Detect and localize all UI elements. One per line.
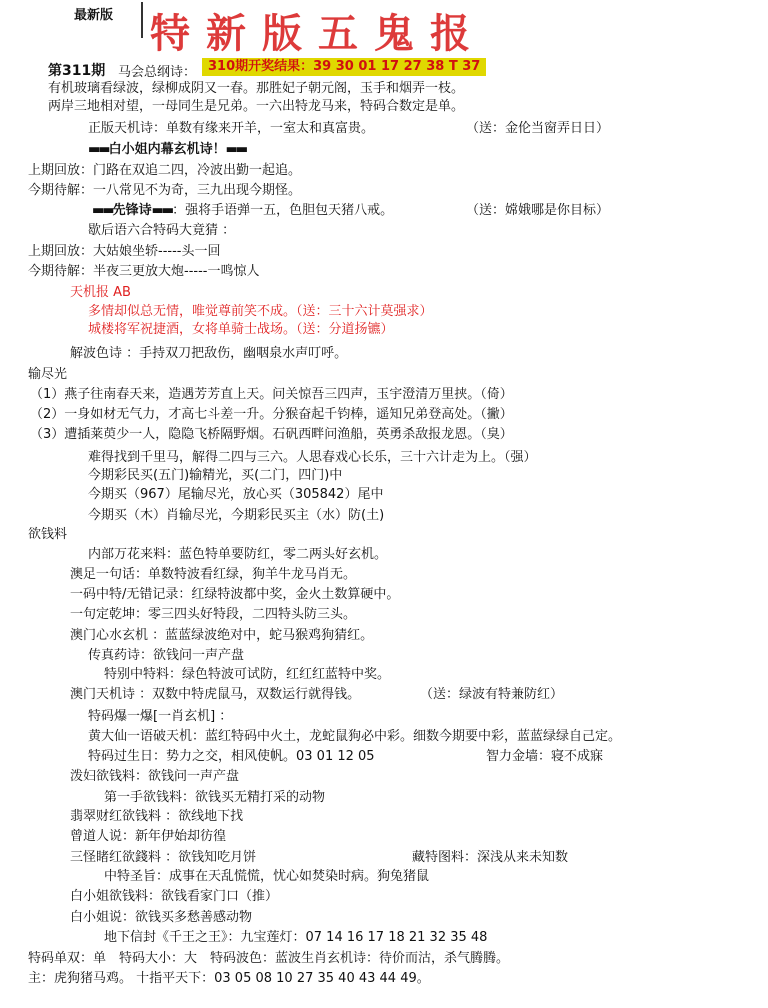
riddle-item: （3）遭插莱萸少一人，隐隐飞桥隔野烟。石矾西畔问渔船，英勇杀敌报龙恩。（臭） — [30, 427, 513, 442]
horse-poem-label: 马会总纲诗： — [118, 65, 197, 80]
clue-line: 翡翠财红欲钱料 ：欲线地下找 — [70, 809, 244, 824]
macau-tianji-note: （送：绿波有特兼防红） — [420, 687, 564, 702]
clue-line: 地下信封《千王之王》：九宝莲灯：07 14 16 17 18 21 32 35 48 — [104, 930, 488, 945]
clue-line: 特码爆一爆[一肖玄机] ： — [88, 709, 233, 724]
footer-line: 特码单双：单 特码大小：大 特码波色：蓝波生肖玄机诗：待价而沽，杀气腾腾。 — [28, 951, 510, 966]
clue-line: 黄大仙一语破天机：蓝红特码中火土，龙蛇鼠狗必中彩。细数今期要中彩，蓝蓝绿绿自己定。 — [88, 729, 622, 744]
clue-line: 第一手欲钱料：欲钱买无精打采的动物 — [104, 790, 326, 805]
riddle-item: （2）一身如材无气力，才高七斗差一升。分猴奋起千钧棒，遥知兄弟登高处。（撇） — [30, 407, 513, 422]
vanguard-line: ▬▬先锋诗▬▬：强将手语弹一五，色胆包天猪八戒。 — [92, 203, 394, 218]
tianji-ab-title: 天机报 AB — [70, 285, 131, 300]
edition-label: 最新版 — [74, 8, 114, 23]
jiebo-poem: 解波色诗 ：手持双刀把敌伤，幽咽泉水声叮呼。 — [70, 346, 348, 361]
current-wait: 今期待解：半夜三更放大炮-----一鸣惊人 — [28, 264, 260, 279]
issue-number: 第311期 — [48, 63, 106, 79]
riddle-line: 难得找到千里马，解得二四与三六。人思春戏心长乐，三十六计走为上。（强） — [88, 450, 537, 465]
tianji-line — [88, 120, 374, 138]
clue-line: 一句定乾坤：零三四头好特段，二四特头防三头。 — [70, 607, 357, 622]
result-banner: 310期开奖结果：39 30 01 17 27 38 T 37 — [202, 58, 486, 76]
tianji-note: （送：金伦当窗弄日日） — [466, 121, 610, 136]
birth-right: 智力金墙：寝不成寐 — [486, 749, 604, 764]
clue-line: 传真药诗：欲钱问一声产盘 — [88, 648, 245, 663]
footer-line: 主：虎狗猪马鸡。 十指平天下：03 05 08 10 27 35 40 43 44 49。 — [28, 971, 430, 986]
xiaojie-title: 白小姐内幕玄机诗！ — [108, 142, 226, 157]
horse-poem-line: 两岸三地相对望，一母同生是兄弟。一六出特龙马来，特码合数定是单。 — [48, 99, 465, 114]
riddle-item: （1）燕子往南春天来，造遇芳芳直上天。问关惊吾三四声，玉宇澄清万里挟。（倚） — [30, 387, 513, 402]
tianji-text: 单数有缘来开羊，一室太和真富贵。 — [166, 121, 375, 136]
previous-review: 上期回放：大姑娘坐轿-----头一回 — [28, 244, 221, 259]
vanguard-label: 先锋诗 — [112, 203, 152, 218]
clue-line: 澳门心水玄机 ：蓝蓝绿波绝对中，蛇马猴鸡狗猜红。 — [70, 628, 374, 643]
tianji-ab-line: 多情却似总无情，唯觉尊前笑不成。（送：三十六计莫强求） — [88, 304, 433, 319]
sanguai-right: 藏特图料：深浅从来未知数 — [412, 850, 569, 865]
clue-line: 中特圣旨：成事在天乱慌慌，忧心如焚染时病。狗兔猪鼠 — [104, 869, 430, 884]
clue-line: 澳足一句话：单数特波看红绿，狗羊牛龙马肖无。 — [70, 567, 357, 582]
xiehouyu-title: 歇后语六合特码大竟猜 ： — [88, 223, 236, 238]
birth-line: 特码过生日：势力之交，相风使帆。03 01 12 05 — [88, 749, 375, 764]
clue-line: 曾道人说：新年伊始却彷徨 — [70, 829, 227, 844]
page-title: 特新版五鬼报 — [150, 10, 486, 57]
riddle-line: 今期彩民买(五门)输精光，买(二门，四门)中 — [88, 468, 343, 483]
riddle-line: 今期买（967）尾输尽光，放心买（305842）尾中 — [88, 487, 384, 502]
sanguai-line: 三怪睹红欲錢料 ：欲钱知吃月饼 — [70, 850, 257, 865]
section-title: 欲钱料 — [28, 527, 68, 542]
section-title: 输尽光 — [28, 367, 68, 382]
clue-line: 白小姐说：欲钱买多愁善感动物 — [70, 910, 253, 925]
clue-line: 一码中特/无错记录：红绿特波都中奖，金火土数算硬中。 — [70, 587, 400, 602]
xiaojie-title-line: ▬▬白小姐内幕玄机诗！▬▬ — [88, 142, 247, 157]
clue-line: 泼妇欲钱料：欲钱问一声产盘 — [70, 769, 240, 784]
clue-line: 特别中特料：绿色特波可试防，红红红蓝特中奖。 — [104, 667, 391, 682]
current-wait: 今期待解：一八常见不为奇，三九出现今期怪。 — [28, 183, 302, 198]
tianji-label: 正版天机诗： — [88, 121, 167, 136]
header-divider — [141, 2, 143, 38]
tianji-ab-line: 城楼将军祝捷酒，女将单骑士战场。（送：分道扬镳） — [88, 322, 394, 337]
previous-review: 上期回放：门路在双追二四，冷波出勤一起追。 — [28, 163, 302, 178]
riddle-line: 今期买（木）肖输尽光，今期彩民买主（水）防(土) — [88, 508, 385, 523]
clue-line: 白小姐欲钱料：欲钱看家门口（推） — [70, 889, 279, 904]
vanguard-text: ：强将手语弹一五，色胆包天猪八戒。 — [172, 203, 394, 218]
vanguard-note: （送：嫦娥哪是你目标） — [466, 203, 610, 218]
clue-line: 内部万花来料：蓝色特单要防红，零二两头好玄机。 — [88, 547, 388, 562]
horse-poem-line: 有机玻璃看绿波，绿柳成阴又一春。那胜妃子朝元阁，玉手和烟弄一枝。 — [48, 81, 465, 96]
macau-tianji: 澳门天机诗 ：双数中特虎鼠马，双数运行就得钱。 — [70, 687, 361, 702]
